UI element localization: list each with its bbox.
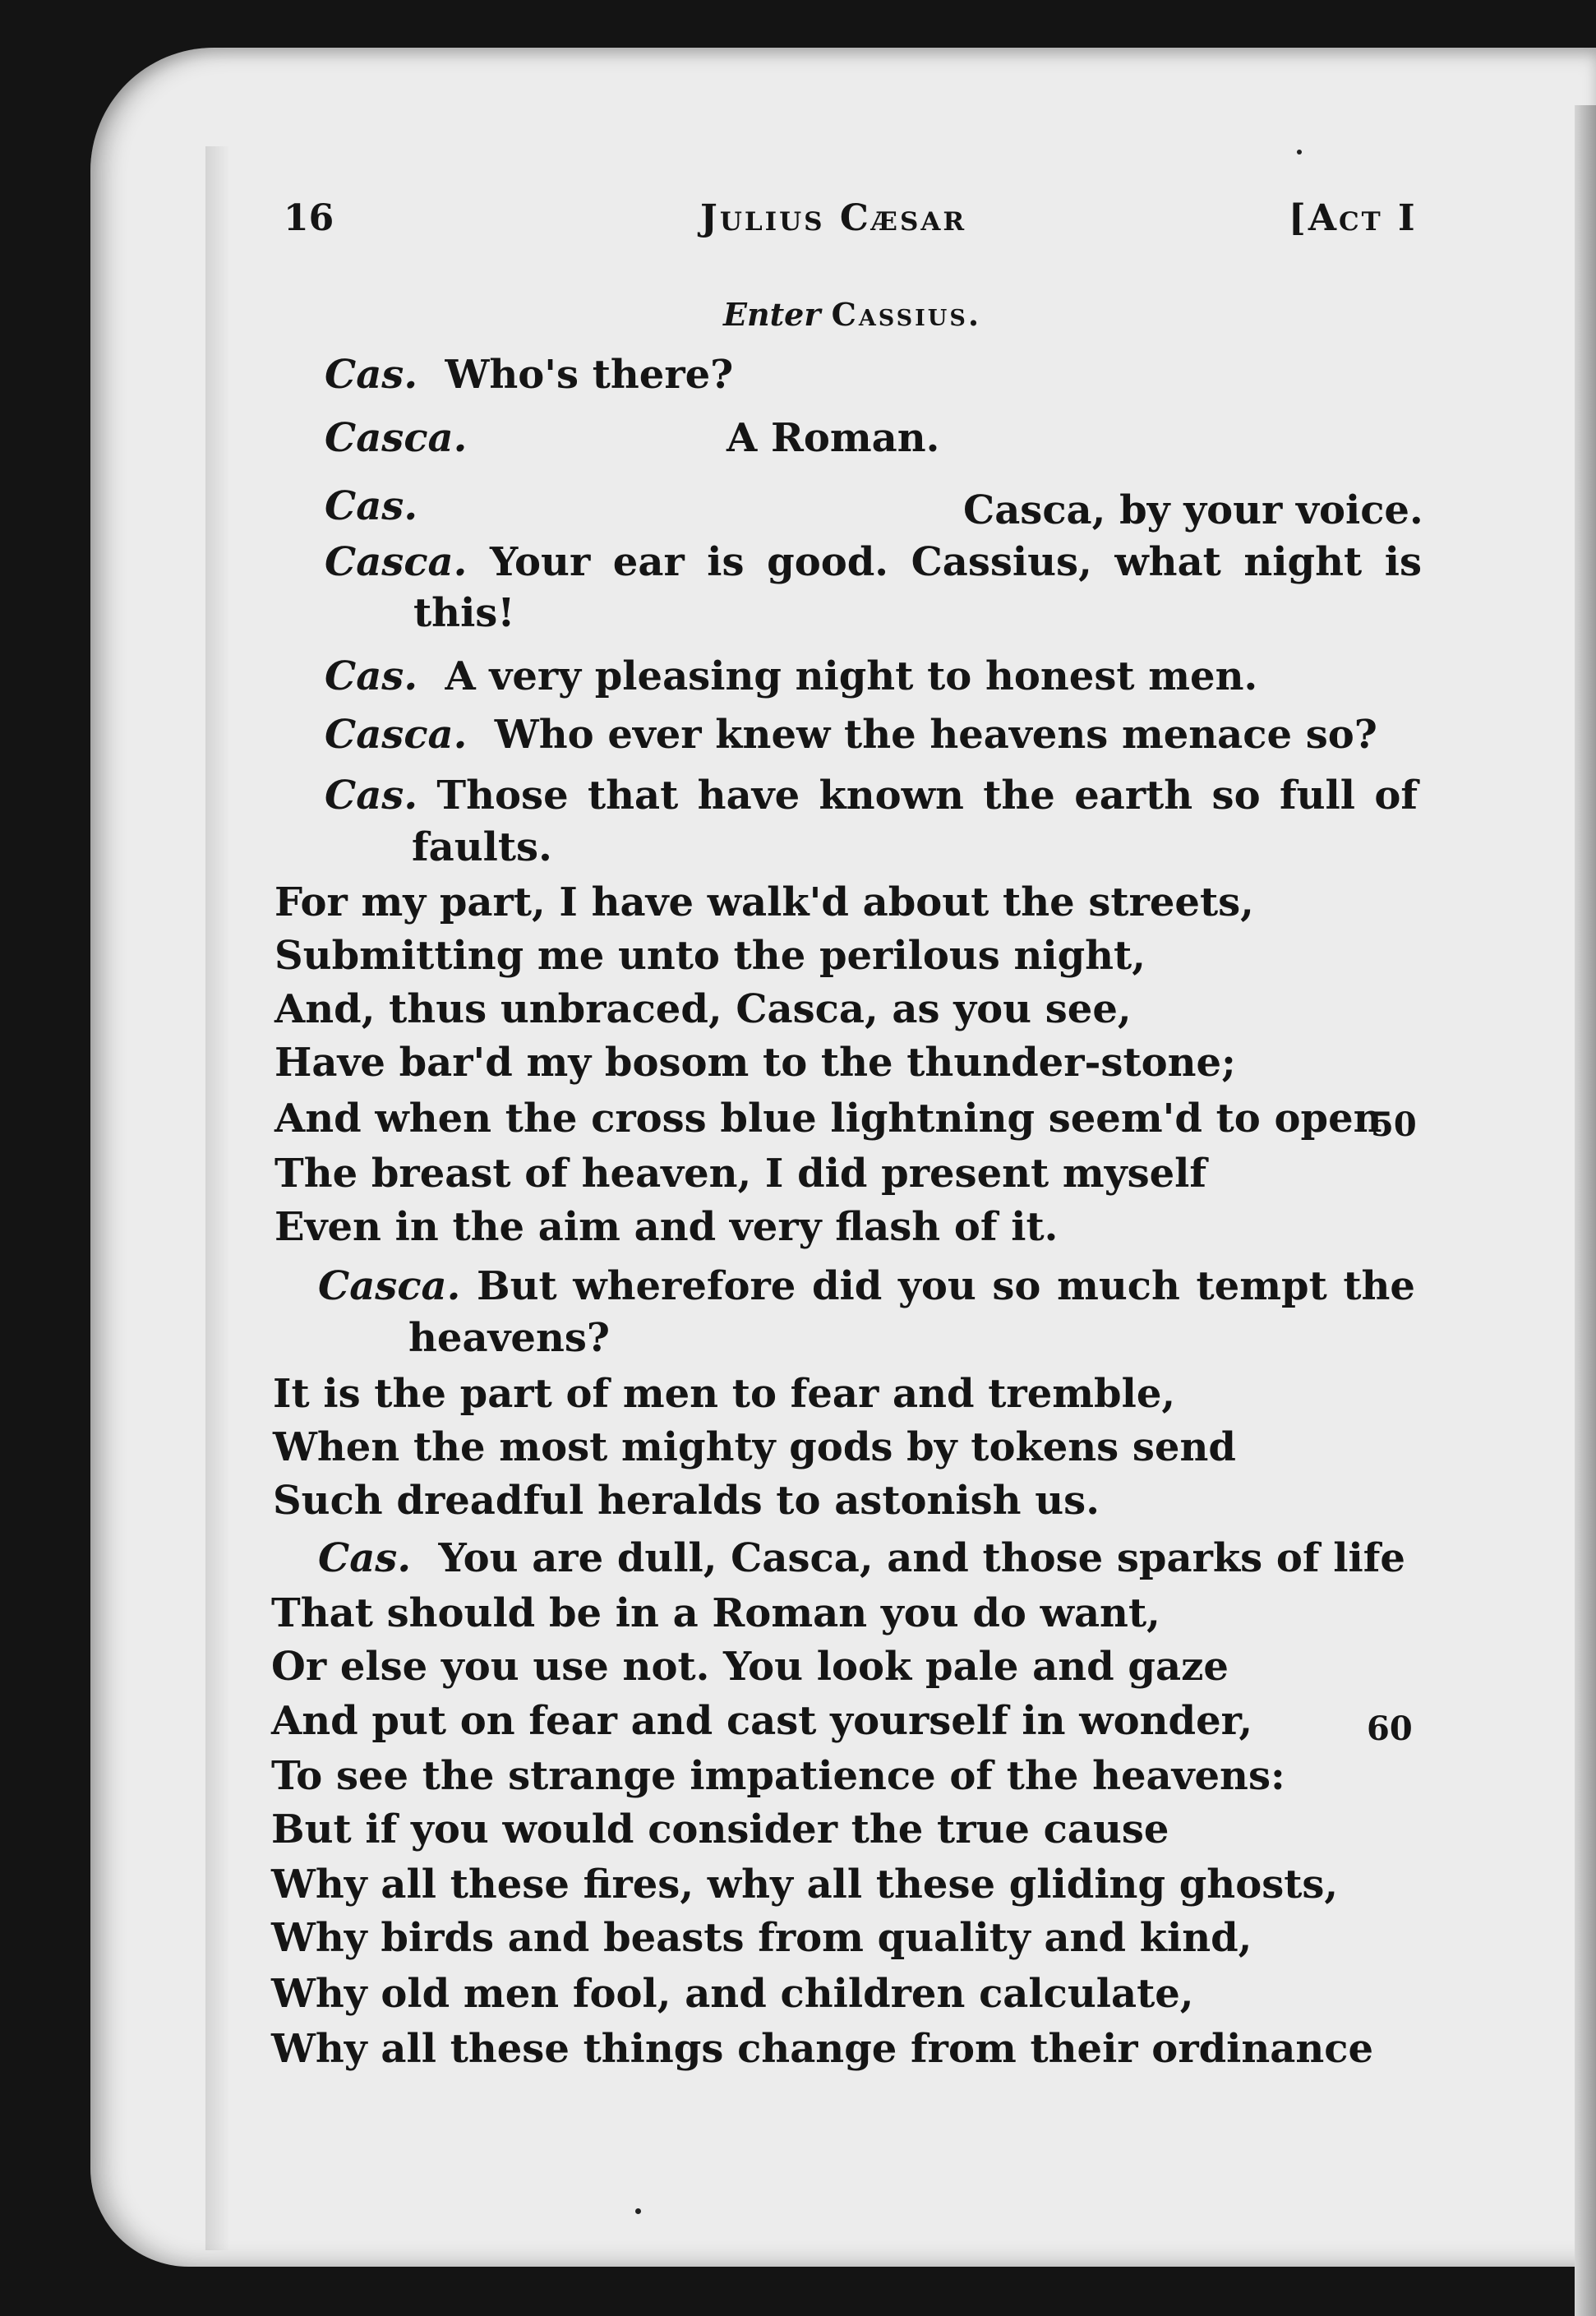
speech-text: Who's there? [445, 352, 734, 398]
word: known [819, 773, 964, 819]
verse-line: Even in the aim and very flash of it. [274, 1204, 1059, 1250]
speaker-label: Casca. [325, 712, 468, 758]
word: good. [767, 539, 888, 585]
line-number: 50 [1371, 1105, 1417, 1144]
word: have [697, 773, 800, 819]
word: that [587, 773, 679, 819]
word: so [1211, 773, 1261, 819]
speech-text: Casca, by your voice. [963, 487, 1423, 533]
speaker-label: Casca. [318, 1263, 461, 1309]
word: the [1343, 1263, 1415, 1309]
word: what [1114, 539, 1221, 585]
stage-name: Cassius. [831, 296, 982, 333]
verse-line: The breast of heaven, I did present myself [274, 1151, 1207, 1197]
act-label: [Act I [1289, 197, 1418, 239]
speech-continuation: heavens? [408, 1315, 611, 1361]
speech-line [325, 483, 417, 529]
word: But [477, 1263, 557, 1309]
speaker-label: Cas. [325, 653, 418, 699]
verse-line: Why all these things change from their ordinance [271, 2026, 1374, 2072]
speech-line [325, 712, 1377, 758]
speaker-label: Cas. [318, 1535, 412, 1581]
word: earth [1074, 773, 1193, 819]
stage-verb: Enter [723, 296, 821, 333]
stage-direction [723, 296, 981, 333]
line-number: 60 [1367, 1709, 1413, 1748]
verse-line: Why birds and beasts from quality and kind, [271, 1915, 1252, 1961]
word: did [811, 1263, 883, 1309]
verse-line: Why old men fool, and children calculate, [271, 1971, 1194, 2017]
verse-line: Or else you use not. You look pale and gaze [271, 1644, 1229, 1690]
verse-line: Submitting me unto the perilous night, [274, 933, 1146, 979]
speaker-label: Cas. [325, 773, 418, 819]
verse-line: And, thus unbraced, Casca, as you see, [274, 986, 1132, 1032]
word: tempt [1196, 1263, 1327, 1309]
verse-line: To see the strange impatience of the heavens: [271, 1753, 1285, 1799]
speech-text: You are dull, Casca, and those sparks of life [438, 1535, 1405, 1581]
verse-line: For my part, I have walk'd about the streets, [274, 879, 1254, 925]
word: ear [612, 539, 685, 585]
speech-line-justified [325, 539, 1422, 585]
speech-line-justified [318, 1263, 1415, 1309]
verse-line: When the most mighty gods by tokens send [273, 1424, 1236, 1470]
speech-line [325, 415, 467, 461]
speck [1297, 150, 1302, 155]
running-title: Julius Cæsar [700, 197, 967, 239]
speech-continuation: this! [413, 590, 515, 636]
speech-line [318, 1535, 1405, 1581]
word: night [1243, 539, 1363, 585]
speech-text: Who ever knew the heavens menace so? [494, 712, 1377, 758]
word: of [1374, 773, 1418, 819]
word: the [983, 773, 1055, 819]
verse-line: Such dreadful heralds to astonish us. [273, 1478, 1100, 1524]
word: so [992, 1263, 1041, 1309]
word: is [707, 539, 745, 585]
word: much [1057, 1263, 1180, 1309]
verse-line: Why all these fires, why all these gliding ghosts, [271, 1862, 1339, 1908]
speaker-label: Cas. [325, 483, 418, 529]
speck [635, 2208, 641, 2214]
speech-continuation: faults. [412, 824, 552, 870]
verse-line: It is the part of men to fear and tremble, [273, 1371, 1176, 1417]
verse-line: That should be in a Roman you do want, [271, 1590, 1160, 1636]
verse-line: And put on fear and cast yourself in wonder, [271, 1698, 1253, 1744]
word: Those [436, 773, 569, 819]
word: is [1384, 539, 1422, 585]
word: Cassius, [911, 539, 1092, 585]
verse-line: But if you would consider the true cause [271, 1806, 1169, 1852]
speech-text: A Roman. [727, 415, 940, 461]
verse-line: Have bar'd my bosom to the thunder-stone; [274, 1040, 1236, 1086]
page-number: 16 [284, 197, 334, 239]
speech-line [325, 653, 1257, 699]
word: Your [489, 539, 591, 585]
word: full [1279, 773, 1355, 819]
word: you [897, 1263, 976, 1309]
speech-line-justified [325, 773, 1418, 819]
speaker-label: Casca. [325, 415, 468, 461]
speech-text: A very pleasing night to honest men. [445, 653, 1258, 699]
speaker-label: Casca. [325, 539, 468, 585]
speech-line [325, 352, 733, 398]
verse-line: And when the cross blue lightning seem'd to open [274, 1096, 1382, 1142]
speaker-label: Cas. [325, 352, 418, 398]
page-edge [1575, 105, 1596, 2316]
word: wherefore [573, 1263, 796, 1309]
